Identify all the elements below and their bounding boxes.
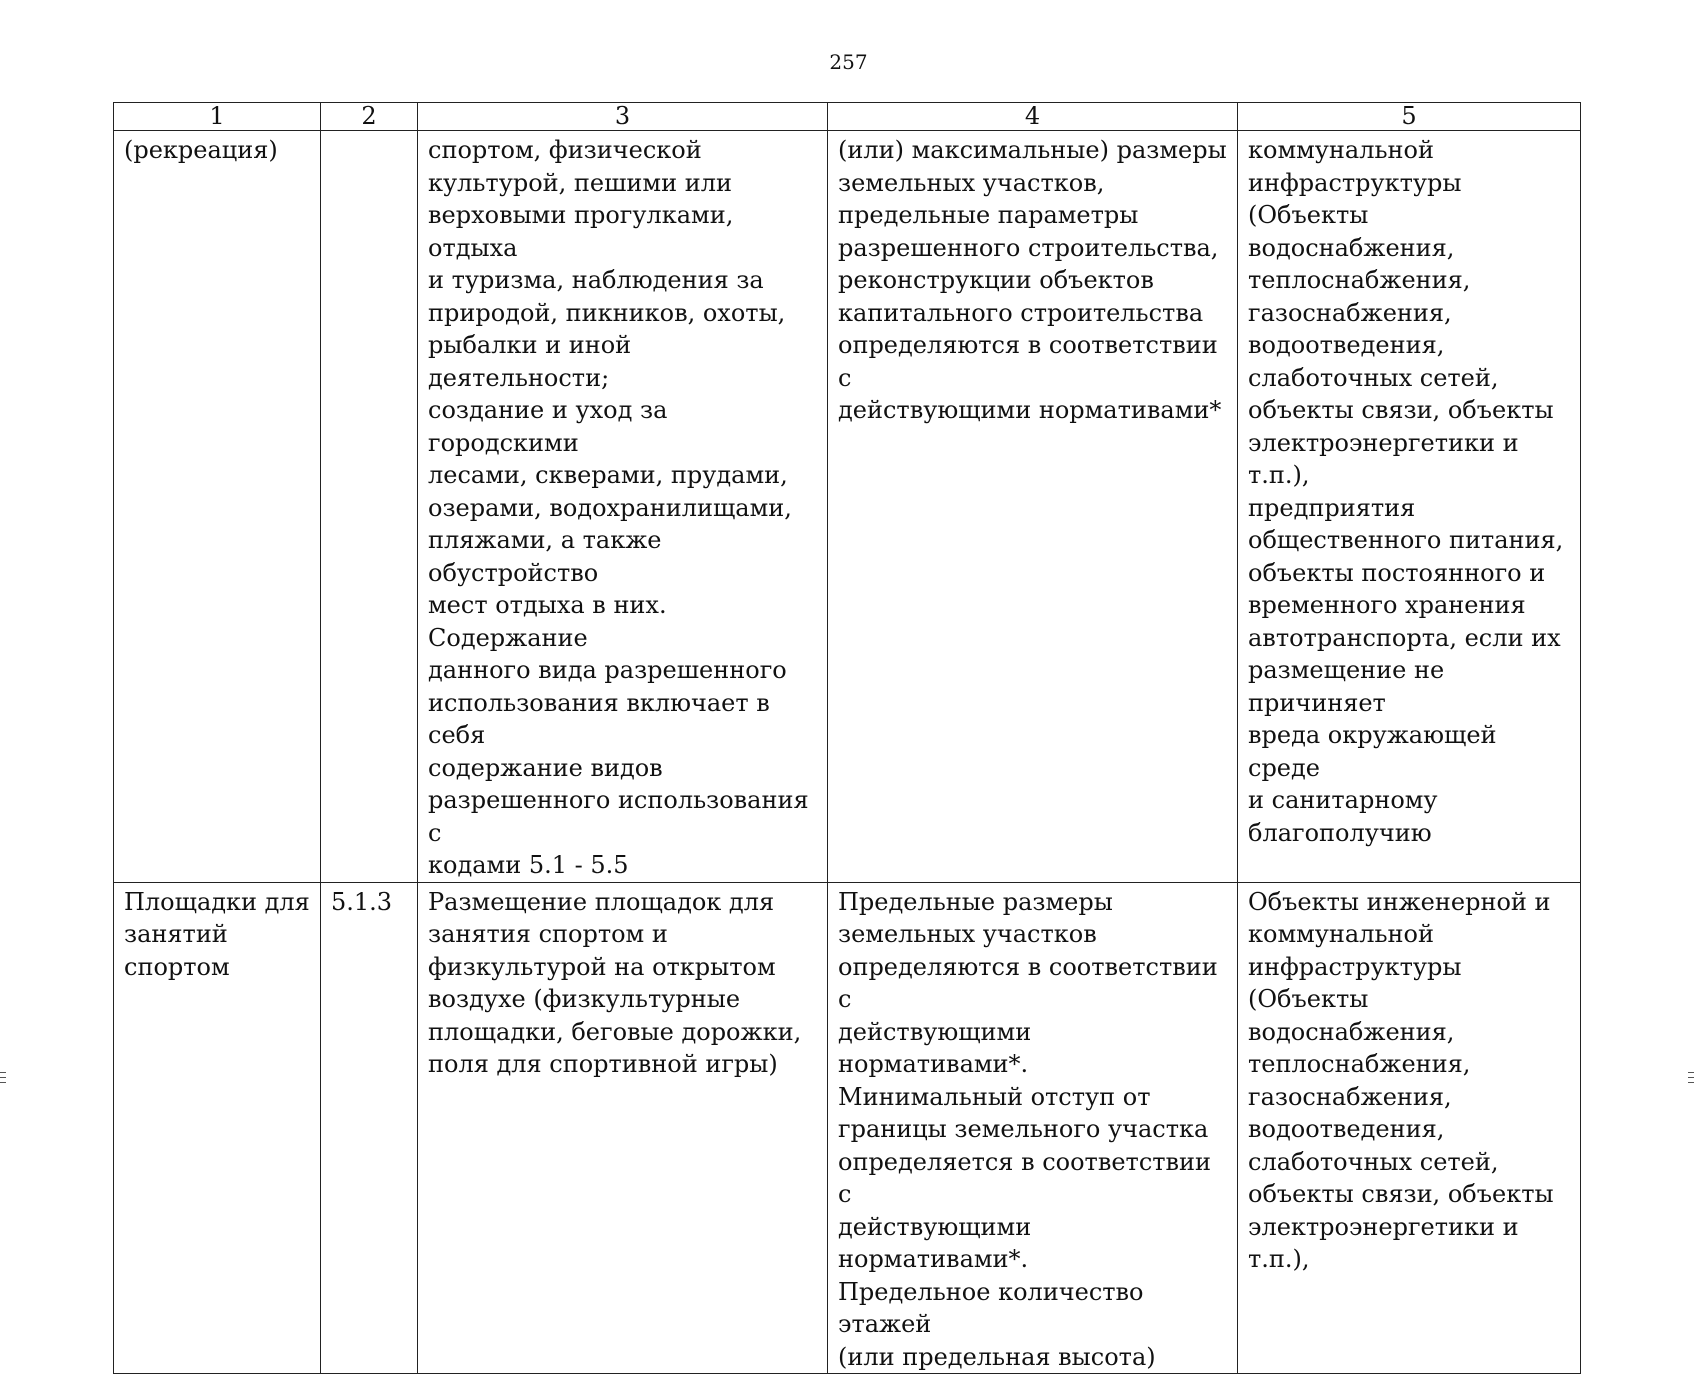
scan-edge-mark-right <box>1688 1072 1694 1090</box>
regulations-table <box>113 102 1581 1374</box>
table-header-row <box>114 103 1581 131</box>
parameters-cell <box>828 882 1238 1374</box>
auxiliary-uses-cell <box>1238 131 1581 883</box>
use-name-text: (рекреация) <box>124 136 278 164</box>
header-col-3: 3 <box>418 103 828 131</box>
use-code-text: 5.1.3 <box>331 887 393 916</box>
use-name-text: Площадки для занятий спортом <box>124 887 310 981</box>
use-description-cell <box>418 131 828 883</box>
parameters-text: (или) максимальные) размеры земельных участков, предельные параметры разрешенного строительства, реконструкции объектов капитального строительства определяются в соответствии с действующими нормативами* <box>838 136 1227 424</box>
auxiliary-uses-cell <box>1238 882 1581 1374</box>
page-number: 257 <box>829 50 868 74</box>
use-description-text: спортом, физической культурой, пешими или верховыми прогулками, отдыха и туризма, наблюдения за природой, пикников, охоты, рыбалки и иной деятельности; создание и уход за городскими лесами, скверами, прудами, озерами, водохранилищами, пляжами, а также обустройство мест отдыха в них. Содержание данного вида разрешенного использования включает в себя содержание видов разрешенного использования с кодами 5.1 - 5.5 <box>428 136 809 879</box>
auxiliary-uses-text: Объекты инженерной и коммунальной инфраструктуры (Объекты водоснабжения, теплоснабжения, газоснабжения, водоотведения, слаботочных сетей, объекты связи, объекты электроэнергетики и т.п.), <box>1248 887 1554 1273</box>
scan-edge-mark-left <box>0 1072 6 1090</box>
header-col-4: 4 <box>828 103 1238 131</box>
header-col-1: 1 <box>114 103 321 131</box>
use-description-cell <box>418 882 828 1374</box>
header-col-2: 2 <box>321 103 418 131</box>
auxiliary-uses-text: коммунальной инфраструктуры (Объекты водоснабжения, теплоснабжения, газоснабжения, водоотведения, слаботочных сетей, объекты связи, объекты электроэнергетики и т.п.), предприятия общественного питания, объекты постоянного и временного хранения автотранспорта, если их размещение не причиняет вреда окружающей среде и санитарному благополучию <box>1248 136 1564 847</box>
table-row <box>114 882 1581 1374</box>
use-description-text: Размещение площадок для занятия спортом и физкультурой на открытом воздухе (физкультурные площадки, беговые дорожки, поля для спортивной игры) <box>428 887 802 1078</box>
table-row <box>114 131 1581 883</box>
use-code-cell <box>321 131 418 883</box>
header-col-5: 5 <box>1238 103 1581 131</box>
parameters-cell <box>828 131 1238 883</box>
use-name-cell <box>114 882 321 1374</box>
parameters-text: Предельные размеры земельных участков определяются в соответствии с действующими нормативами*. Минимальный отступ от границы земельного участка определяется в соответствии с действующими нормативами*. Предельное количество этажей (или предельная высота) <box>838 887 1218 1371</box>
use-name-cell <box>114 131 321 883</box>
use-code-cell <box>321 882 418 1374</box>
